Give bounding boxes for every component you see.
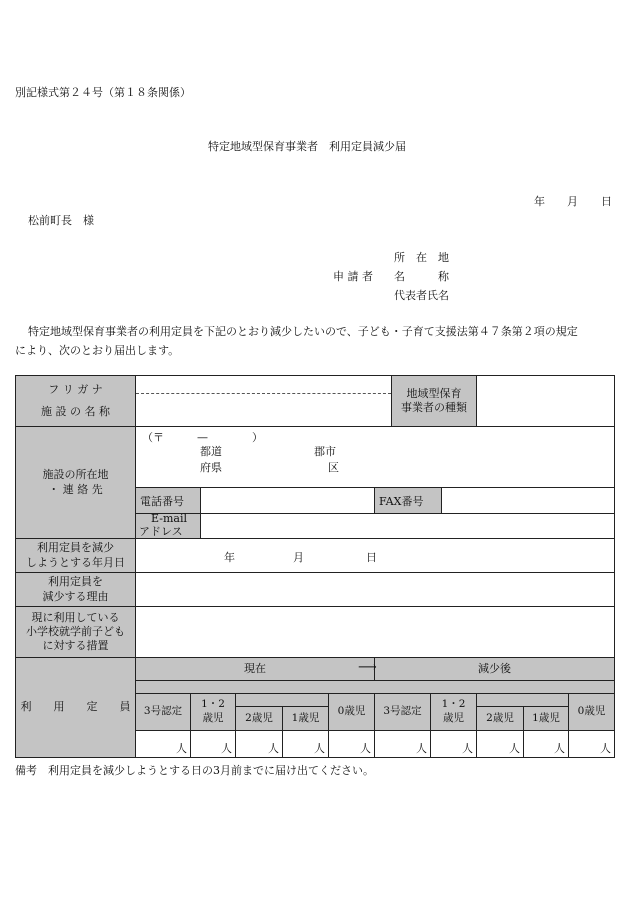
unit-label: 人: [221, 742, 232, 755]
measures-label-2: 小学校就学前子ども: [26, 624, 125, 638]
facility-name-label: 施 設 の 名 称: [41, 405, 110, 418]
page-title: 特定地域型保育事業者 利用定員減少届: [208, 140, 406, 153]
address-field[interactable]: [135, 426, 615, 488]
email-label-1: E-mail: [151, 512, 187, 526]
phone-label: 電話番号: [135, 487, 201, 514]
unit-label: 人: [600, 742, 611, 755]
email-label: [135, 513, 201, 539]
current-age0-value[interactable]: [328, 730, 375, 758]
addressee: 松前町長 様: [28, 214, 94, 227]
date-year: 年: [534, 195, 545, 208]
after-age2-value[interactable]: [476, 730, 524, 758]
after-age12-2: 歳児: [443, 712, 464, 724]
business-type-field[interactable]: [476, 375, 615, 427]
business-type-label-1: 地域型保育: [406, 386, 462, 400]
body-text-line1: 特定地域型保育事業者の利用定員を下記のとおり減少したいので、子ども・子育て支援法第４７条第２項の規定: [28, 325, 578, 338]
unit-label: 人: [462, 742, 473, 755]
applicant-label: 申 請 者: [333, 270, 373, 283]
name-label: 名 称: [394, 270, 449, 283]
business-type-label-2: 事業者の種類: [401, 401, 467, 414]
fax-label: FAX番号: [374, 487, 442, 514]
facility-name-header: [15, 375, 136, 427]
address-label: 所 在 地: [394, 251, 449, 264]
after-header: 減少後: [374, 657, 615, 681]
reduce-date-label-2: しようとする年月日: [26, 555, 125, 569]
facility-name-field[interactable]: [135, 375, 392, 427]
location-label-2: ・ 連 絡 先: [48, 482, 103, 496]
measures-label-1: 現に利用している: [31, 610, 120, 624]
current-age2: 2歳児: [235, 706, 283, 731]
gunshi-2: 区: [328, 461, 339, 474]
email-label-2: アドレス: [139, 525, 183, 538]
unit-label: 人: [554, 742, 565, 755]
after-cert3: 3号認定: [374, 693, 431, 731]
current-age2-value[interactable]: [235, 730, 283, 758]
unit-label: 人: [176, 742, 187, 755]
reason-header: [15, 572, 136, 607]
after-age0: 0歳児: [568, 693, 615, 731]
current-cert3: 3号認定: [135, 693, 191, 731]
measures-label-3: に対する措置: [42, 639, 109, 653]
unit-label: 人: [360, 742, 371, 755]
note: 備考 利用定員を減少しようとする日の3月前までに届け出てください。: [15, 764, 374, 777]
todofuken-2: 府県: [200, 461, 222, 474]
arrow-icon: ⟶: [358, 660, 377, 675]
after-sub-spacer: [476, 693, 569, 707]
reduce-month: 月: [293, 551, 304, 564]
after-age1: 1歳児: [523, 706, 569, 731]
current-age12-2: 歳児: [202, 712, 224, 724]
current-age12-1: 1・2: [201, 698, 225, 711]
current-age1-value[interactable]: [282, 730, 329, 758]
current-age0: 0歳児: [328, 693, 375, 731]
reason-label-2: 減少する理由: [42, 589, 109, 603]
after-age12: [430, 693, 477, 731]
location-label-1: 施設の所在地: [42, 468, 109, 482]
form-number: 別記様式第２４号（第１８条関係）: [15, 86, 191, 99]
capacity-spacer: [135, 680, 615, 694]
business-type-header: [391, 375, 477, 427]
after-age2: 2歳児: [476, 706, 524, 731]
reduce-date-header: [15, 538, 136, 573]
current-header: 現在: [135, 657, 375, 681]
after-cert3-value[interactable]: [374, 730, 431, 758]
fax-field[interactable]: [441, 487, 615, 514]
measures-field[interactable]: [135, 606, 615, 658]
current-age1: 1歳児: [282, 706, 329, 731]
reduce-day: 日: [366, 551, 377, 564]
measures-header: [15, 606, 136, 658]
todofuken-1: 都道: [200, 445, 222, 458]
date-day: 日: [601, 195, 612, 208]
after-age0-value[interactable]: [568, 730, 615, 758]
reduce-date-field[interactable]: [135, 538, 615, 573]
reduce-date-label-1: 利用定員を減少: [37, 541, 114, 555]
after-age1-value[interactable]: [523, 730, 569, 758]
current-age12: [190, 693, 236, 731]
date-month: 月: [567, 195, 578, 208]
current-age12-value[interactable]: [190, 730, 236, 758]
after-age12-value[interactable]: [430, 730, 477, 758]
after-age12-1: 1・2: [441, 698, 466, 711]
postal-code: （〒 — ）: [142, 431, 263, 444]
reason-field[interactable]: [135, 572, 615, 607]
gunshi-1: 郡市: [314, 445, 336, 458]
reduce-year: 年: [224, 551, 235, 564]
unit-label: 人: [314, 742, 325, 755]
capacity-header: 利 用 定 員: [15, 657, 136, 758]
current-sub-spacer: [235, 693, 329, 707]
unit-label: 人: [416, 742, 427, 755]
email-field[interactable]: [200, 513, 615, 539]
current-cert3-value[interactable]: [135, 730, 191, 758]
representative-label: 代表者氏名: [394, 289, 449, 302]
furigana-label: フ リ ガ ナ: [48, 382, 103, 396]
phone-field[interactable]: [200, 487, 375, 514]
unit-label: 人: [268, 742, 279, 755]
unit-label: 人: [509, 742, 520, 755]
location-header: [15, 426, 136, 539]
reason-label-1: 利用定員を: [48, 575, 103, 589]
body-text-line2: により、次のとおり届出します。: [15, 344, 180, 357]
